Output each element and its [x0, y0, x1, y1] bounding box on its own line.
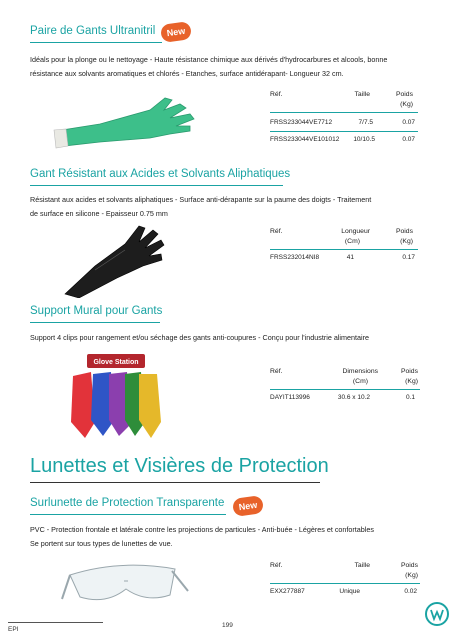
- desc-line-1: PVC - Protection frontale et latérale contre les projections de particules - Anti-buée - Légères et confortables: [30, 525, 374, 534]
- table-cell: 10/10.5: [353, 136, 375, 143]
- desc-line-2: résistance aux solvants aromatiques et chlorés - Etanches, surface antidérapant- Longueur 32 cm.: [30, 69, 344, 78]
- black-glove-image: [55, 220, 175, 298]
- table-row: FRSS232014NI8: [270, 254, 320, 261]
- table-rule: [270, 131, 418, 132]
- glove-station-image: [65, 352, 165, 442]
- col-header-ref: Réf.: [270, 228, 283, 235]
- glove-station-label: Glove Station: [93, 359, 139, 366]
- table-cell: 7/7.5: [358, 119, 373, 126]
- new-badge: New: [232, 495, 264, 517]
- section-title-ultranitril: Paire de Gants Ultranitril: [30, 25, 156, 37]
- table-rule: [270, 112, 418, 113]
- col-header-poids: Poids: [400, 562, 418, 569]
- desc-line-1: Résistant aux acides et solvants aliphatiques - Surface anti-dérapante sur la paume des doigts - Traitement: [30, 195, 372, 204]
- col-header-taille: Taille: [354, 562, 370, 569]
- table-cell: 0.07: [402, 119, 415, 126]
- footer-label: EPI: [8, 626, 19, 633]
- col-header-longueur-unit: (Cm): [344, 238, 360, 245]
- section-underline: [30, 514, 226, 515]
- desc-line-2: Se portent sur tous types de lunettes de vue.: [30, 539, 173, 548]
- desc-line-2: de surface en silicone - Epaisseur 0.75 mm: [30, 209, 168, 218]
- table-row: FRSS233044VE101012: [270, 136, 340, 143]
- table-cell: 0.02: [404, 588, 417, 595]
- product-description: [30, 193, 430, 221]
- table-row: FRSS233044VE7712: [270, 119, 333, 126]
- col-header-ref: Réf.: [270, 562, 283, 569]
- table-rule: [270, 583, 420, 584]
- page-number: 199: [222, 622, 233, 629]
- table-rule: [270, 249, 418, 250]
- table-cell: 0.1: [405, 394, 415, 401]
- footer-rule: [8, 622, 103, 623]
- table-cell: 0.07: [402, 136, 415, 143]
- product-description: Support 4 clips pour rangement et/ou séchage des gants anti-coupures - Conçu pour l'industrie alimentaire: [30, 333, 369, 342]
- new-badge: New: [160, 21, 192, 43]
- table-cell: 0.17: [402, 254, 415, 261]
- section-underline: [30, 185, 283, 186]
- desc-line-1: Idéals pour la plonge ou le nettoyage - Haute résistance chimique aux dérivés d'hydrocarbures et alcools, bonne: [30, 55, 388, 64]
- chapter-title: Lunettes et Visières de Protection: [30, 455, 329, 477]
- col-header-dimensions: Dimensions: [342, 368, 378, 375]
- safety-glasses-image: [60, 555, 190, 615]
- table-cell: Unique: [339, 588, 360, 595]
- product-description: [30, 53, 430, 81]
- section-title-acides: Gant Résistant aux Acides et Solvants Aliphatiques: [30, 168, 291, 180]
- col-header-poids-unit: (Kg): [400, 238, 413, 245]
- table-row: EXX277887: [270, 588, 305, 595]
- col-header-poids-unit: (Kg): [405, 572, 418, 579]
- table-cell: 41: [346, 254, 354, 261]
- col-header-poids: Poids: [395, 91, 413, 98]
- table-cell: 30.6 x 10.2: [337, 394, 370, 401]
- col-header-longueur: Longueur: [341, 228, 370, 235]
- product-description: [30, 523, 440, 551]
- col-header-poids: Poids: [395, 228, 413, 235]
- col-header-ref: Réf.: [270, 368, 283, 375]
- section-underline: [30, 42, 162, 43]
- table-rule: [270, 389, 420, 390]
- section-title-surlunette: Surlunette de Protection Transparente: [30, 497, 225, 509]
- col-header-poids: Poids: [400, 368, 418, 375]
- section-title-support: Support Mural pour Gants: [30, 305, 163, 317]
- section-underline: [30, 322, 160, 323]
- col-header-taille: Taille: [354, 91, 370, 98]
- chapter-underline: [30, 482, 320, 483]
- green-glove-image: [40, 90, 210, 150]
- col-header-dimensions-unit: (Cm): [352, 378, 368, 385]
- brand-logo-icon: [425, 602, 449, 626]
- table-row: DAYIT113996: [270, 394, 310, 401]
- col-header-poids-unit: (Kg): [405, 378, 418, 385]
- col-header-ref: Réf.: [270, 91, 283, 98]
- col-header-poids-unit: (Kg): [400, 101, 413, 108]
